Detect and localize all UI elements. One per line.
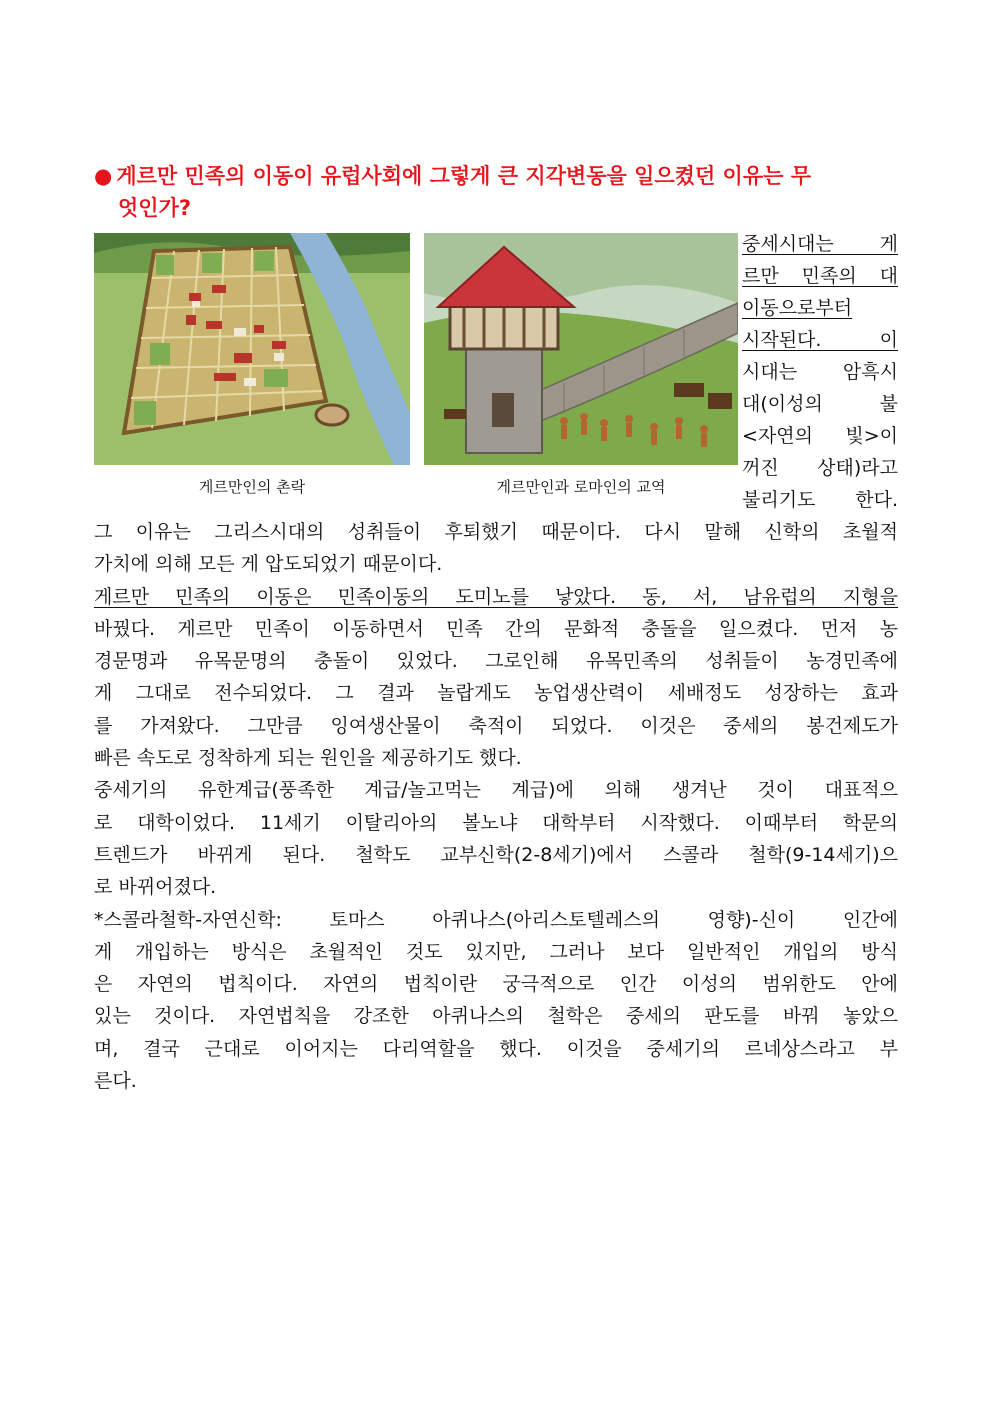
body-line: *스콜라철학-자연신학: 토마스 아퀴나스(아리스토텔레스의 영향)-신이 인간에 [94, 908, 898, 931]
figure-caption: 게르만인의 촌락 [198, 478, 306, 496]
body-line: 가치에 의해 모든 게 압도되었기 때문이다. [94, 553, 443, 576]
body-line: 그 이유는 그리스시대의 성취들이 후퇴했기 때문이다. 다시 말해 신학의 초월적 [94, 521, 898, 543]
body-line: 며, 결국 근대로 이어지는 다리역할을 했다. 이것을 중세기의 르네상스라고 부 [94, 1037, 898, 1060]
side-line: 이동으로부터 [742, 297, 853, 319]
body-line: 로 대학이었다. 11세기 이탈리아의 볼노냐 대학부터 시작했다. 이때부터 학문의 [94, 811, 898, 834]
figure-caption: 게르만인과 로마인의 교역 [496, 478, 666, 496]
side-line: 르만 민족의 대 [742, 265, 898, 287]
village-illustration [94, 233, 410, 465]
body-line: 경문명과 유목문명의 충돌이 있었다. 그로인해 유목민족의 성취들이 농경민족에 [94, 650, 898, 673]
body-line: 있는 것이다. 자연법칙을 강조한 아퀴나스의 철학은 중세의 판도를 바꿔 놓았으 [94, 1005, 898, 1028]
body-line: 은 자연의 법칙이다. 자연의 법칙이란 궁극적으로 인간 이성의 범위한도 안에 [94, 973, 898, 996]
trade-diorama-image [424, 233, 738, 465]
body-line: 게 개입하는 방식은 초월적인 것도 있지만, 그러나 보다 일반적인 개입의 방식 [94, 940, 898, 963]
body-line: 게 그대로 전수되었다. 그 결과 놀랍게도 농업생산력이 세배정도 성장하는 효과 [94, 682, 898, 705]
body-line: 로 바뀌어졌다. [94, 876, 217, 899]
bullet-icon: ● [94, 164, 113, 188]
section-heading [94, 160, 904, 224]
side-line: 불리기도 한다. [742, 489, 898, 511]
body-line: 바꿨다. 게르만 민족이 이동하면서 민족 간의 문화적 충돌을 일으켰다. 먼저 농 [94, 617, 898, 640]
side-line: 시대는 암흑시 [742, 361, 898, 383]
body-line: 트렌드가 바뀌게 된다. 철학도 교부신학(2-8세기)에서 스콜라 철학(9-14세기)으 [94, 843, 898, 866]
heading-line-2: 엇인가? [118, 196, 192, 220]
side-line: 시작된다. 이 [742, 329, 898, 351]
side-line: <자연의 빛>이 [742, 425, 898, 447]
side-line: 중세시대는 게 [742, 233, 898, 255]
body-line: 빠른 속도로 정착하게 되는 원인을 제공하기도 했다. [94, 747, 522, 770]
body-line: 를 가져왔다. 그만큼 잉여생산물이 축적이 되었다. 이것은 중세의 봉건제도가 [94, 714, 898, 737]
body-line: 게르만 민족의 이동은 민족이동의 도미노를 낳았다. 동, 서, 남유럽의 지형을 [94, 585, 898, 608]
body-line: 른다. [94, 1070, 137, 1093]
body-line: 중세기의 유한계급(풍족한 계급/놀고먹는 계급)에 의해 생겨난 것이 대표적으 [94, 779, 898, 802]
heading-line-1: 게르만 민족의 이동이 유럽사회에 그렇게 큰 지각변동을 일으켰던 이유는 무 [116, 164, 811, 188]
body-paragraphs [94, 516, 898, 1097]
side-paragraph [742, 228, 898, 516]
side-line: 대(이성의 불 [742, 393, 898, 415]
side-line: 꺼진 상태)라고 [742, 457, 898, 479]
